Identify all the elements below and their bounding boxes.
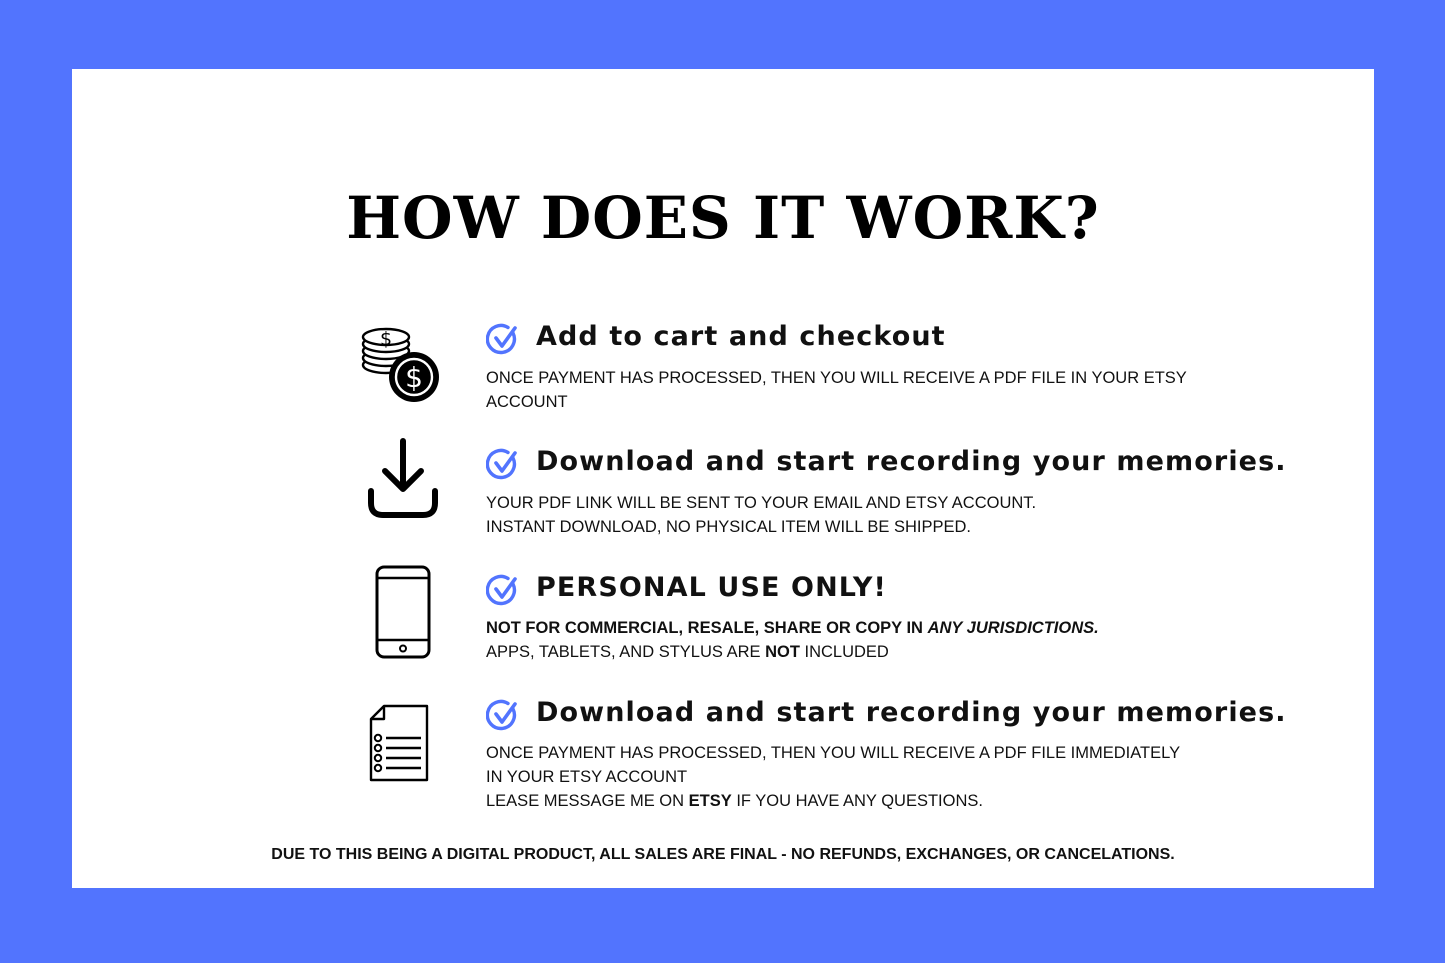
step-text-line: INSTANT DOWNLOAD, NO PHYSICAL ITEM WILL BE SHIPPED. xyxy=(486,518,972,536)
page-title: HOW DOES IT WORK? xyxy=(346,184,1100,252)
step-description xyxy=(486,366,1206,414)
step-description xyxy=(486,616,1206,664)
jurisdiction-text: ANY JURISDICTIONS. xyxy=(927,619,1099,637)
step-heading: Add to cart and checkout xyxy=(536,321,946,352)
restriction-text: NOT FOR COMMERCIAL, RESALE, SHARE OR COPY IN xyxy=(486,619,928,637)
step-text-line: ACCOUNT xyxy=(486,393,568,411)
svg-text:$: $ xyxy=(405,361,423,394)
message-text-post: IF YOU HAVE ANY QUESTIONS. xyxy=(731,792,983,810)
step-heading: Download and start recording your memories. xyxy=(536,446,1287,477)
coins-dollar-icon xyxy=(360,327,442,405)
etsy-emphasis: ETSY xyxy=(688,792,732,810)
not-emphasis: NOT xyxy=(765,643,800,661)
step-heading: PERSONAL USE ONLY! xyxy=(536,572,887,603)
info-card xyxy=(72,69,1374,888)
step-text-line xyxy=(486,789,1206,813)
document-list-icon xyxy=(368,703,430,783)
download-icon xyxy=(365,437,441,521)
check-circle-icon xyxy=(486,699,519,732)
check-circle-icon xyxy=(486,448,519,481)
step-description xyxy=(486,741,1206,813)
step-text-line: ONCE PAYMENT HAS PROCESSED, THEN YOU WILL RECEIVE A PDF FILE IMMEDIATELY xyxy=(486,744,1181,762)
included-text-pre: APPS, TABLETS, AND STYLUS ARE xyxy=(486,643,766,661)
tablet-icon xyxy=(375,565,431,659)
check-circle-icon xyxy=(486,323,519,356)
step-text-line: IN YOUR ETSY ACCOUNT xyxy=(486,768,688,786)
step-description xyxy=(486,491,1206,539)
message-text-pre: LEASE MESSAGE ME ON xyxy=(486,792,689,810)
step-text-line xyxy=(486,616,1206,640)
check-circle-icon xyxy=(486,574,519,607)
step-heading: Download and start recording your memories. xyxy=(536,697,1287,728)
svg-text:$: $ xyxy=(379,328,393,350)
step-text-line xyxy=(486,640,1206,664)
included-text-post: INCLUDED xyxy=(799,643,889,661)
final-sale-notice: DUE TO THIS BEING A DIGITAL PRODUCT, ALL SALES ARE FINAL - NO REFUNDS, EXCHANGES, OR CANCELATIONS. xyxy=(271,846,1175,863)
step-text-line: YOUR PDF LINK WILL BE SENT TO YOUR EMAIL AND ETSY ACCOUNT. xyxy=(486,494,1037,512)
step-text-line: ONCE PAYMENT HAS PROCESSED, THEN YOU WILL RECEIVE A PDF FILE IN YOUR ETSY xyxy=(486,369,1187,387)
